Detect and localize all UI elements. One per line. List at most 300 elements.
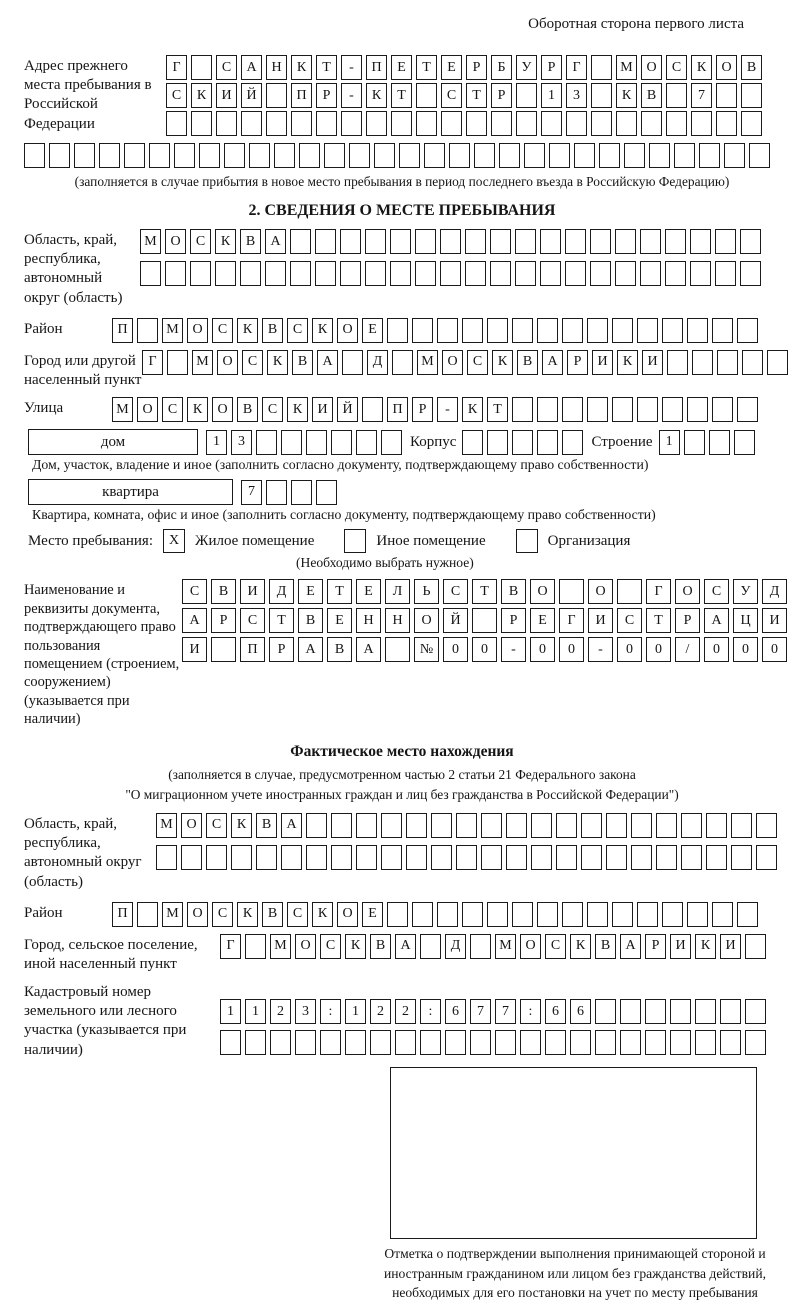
char-box bbox=[512, 902, 533, 927]
char-box: Ь bbox=[414, 579, 439, 604]
char-box: К bbox=[312, 902, 333, 927]
char-box bbox=[399, 143, 420, 168]
char-box: У bbox=[733, 579, 758, 604]
char-box bbox=[211, 637, 236, 662]
char-box: А bbox=[542, 350, 563, 375]
char-box: Р bbox=[645, 934, 666, 959]
char-box: Й bbox=[337, 397, 358, 422]
char-box: Д bbox=[762, 579, 787, 604]
char-box bbox=[674, 143, 695, 168]
char-box: В bbox=[262, 902, 283, 927]
char-box: О bbox=[137, 397, 158, 422]
char-box: Г bbox=[646, 579, 671, 604]
char-box bbox=[274, 143, 295, 168]
char-box: Т bbox=[472, 579, 497, 604]
char-box bbox=[385, 637, 410, 662]
char-row-prev-address-2 bbox=[166, 83, 762, 108]
char-box bbox=[437, 902, 458, 927]
char-box bbox=[362, 397, 383, 422]
char-box: О bbox=[675, 579, 700, 604]
prev-address-label: Адрес прежнего места пребывания в Российской Федерации bbox=[24, 58, 152, 132]
char-box: О bbox=[295, 934, 316, 959]
char-box: М bbox=[156, 813, 177, 838]
char-box: С bbox=[212, 318, 233, 343]
char-box: У bbox=[516, 55, 537, 80]
char-box: Р bbox=[501, 608, 526, 633]
option-zhiloe-label: Жилое помещение bbox=[195, 532, 315, 549]
stamp-caption: Отметка о подтверждении выполнения принимающей стороной и иностранным гражданином или лицом без гражданства действий, необходимых для его постановки на учет по месту пребывания bbox=[384, 1245, 766, 1301]
char-box bbox=[240, 261, 261, 286]
korpus-label: Корпус bbox=[410, 433, 457, 450]
char-box bbox=[699, 143, 720, 168]
char-box: П bbox=[387, 397, 408, 422]
char-box: С bbox=[443, 579, 468, 604]
char-box bbox=[256, 845, 277, 870]
char-box bbox=[690, 229, 711, 254]
char-box bbox=[365, 261, 386, 286]
char-box bbox=[365, 229, 386, 254]
char-box: Т bbox=[487, 397, 508, 422]
char-box: С bbox=[704, 579, 729, 604]
char-box: М bbox=[495, 934, 516, 959]
char-box bbox=[456, 813, 477, 838]
page-side-note: Оборотная сторона первого листа bbox=[528, 16, 744, 32]
char-box: В bbox=[211, 579, 236, 604]
char-box: Р bbox=[567, 350, 588, 375]
doc-field bbox=[24, 579, 780, 729]
char-box: - bbox=[588, 637, 613, 662]
char-box bbox=[570, 1030, 591, 1055]
char-box: 6 bbox=[570, 999, 591, 1024]
char-box bbox=[640, 229, 661, 254]
char-box bbox=[565, 261, 586, 286]
char-box bbox=[241, 111, 262, 136]
char-box bbox=[24, 143, 45, 168]
char-box: Т bbox=[391, 83, 412, 108]
place-type-row bbox=[28, 529, 780, 553]
char-box bbox=[412, 902, 433, 927]
char-box bbox=[174, 143, 195, 168]
char-box bbox=[692, 350, 713, 375]
ulitsa-field bbox=[24, 397, 780, 422]
char-box bbox=[520, 1030, 541, 1055]
section2-title: 2. СВЕДЕНИЯ О МЕСТЕ ПРЕБЫВАНИЯ bbox=[248, 202, 556, 220]
char-box bbox=[290, 261, 311, 286]
char-box bbox=[437, 318, 458, 343]
char-box: 2 bbox=[395, 999, 416, 1024]
char-box bbox=[191, 111, 212, 136]
char-box bbox=[637, 902, 658, 927]
char-box: 7 bbox=[691, 83, 712, 108]
char-box: К bbox=[345, 934, 366, 959]
char-row-oblast-2 bbox=[140, 261, 761, 286]
kvartira-caption: Квартира, комната, офис и иное (заполнить согласно документу, подтверждающему право собственности) bbox=[32, 507, 656, 523]
char-box bbox=[695, 999, 716, 1024]
char-box bbox=[712, 318, 733, 343]
char-box bbox=[616, 111, 637, 136]
char-box: А bbox=[317, 350, 338, 375]
char-box bbox=[665, 261, 686, 286]
char-box: 0 bbox=[762, 637, 787, 662]
char-box: А bbox=[182, 608, 207, 633]
dom-caption: Дом, участок, владение и иное (заполнить согласно документу, подтверждающему право собственности) bbox=[32, 457, 649, 473]
char-box bbox=[465, 261, 486, 286]
stroenie-label: Строение bbox=[591, 433, 653, 450]
char-box bbox=[562, 397, 583, 422]
char-box bbox=[356, 845, 377, 870]
char-box bbox=[416, 83, 437, 108]
char-box: 7 bbox=[241, 480, 262, 505]
char-box bbox=[756, 813, 777, 838]
fact-gorod-label: Город, сельское поселение, иной населенный пункт bbox=[24, 936, 198, 972]
char-box: К bbox=[267, 350, 288, 375]
char-box: 0 bbox=[733, 637, 758, 662]
fact-raion-label: Район bbox=[24, 904, 63, 921]
char-box: Р bbox=[211, 608, 236, 633]
char-box: 0 bbox=[443, 637, 468, 662]
char-box bbox=[441, 111, 462, 136]
char-box bbox=[562, 902, 583, 927]
ulitsa-label: Улица bbox=[24, 400, 64, 417]
char-box bbox=[631, 813, 652, 838]
dom-row bbox=[28, 429, 780, 455]
char-box bbox=[316, 480, 337, 505]
char-box bbox=[512, 397, 533, 422]
char-box bbox=[631, 845, 652, 870]
char-box bbox=[741, 111, 762, 136]
char-row-kvartira bbox=[241, 480, 337, 505]
char-box: К bbox=[462, 397, 483, 422]
char-box bbox=[590, 229, 611, 254]
char-box: О bbox=[181, 813, 202, 838]
char-box bbox=[670, 999, 691, 1024]
char-box bbox=[667, 350, 688, 375]
char-box bbox=[717, 350, 738, 375]
char-box: В bbox=[741, 55, 762, 80]
char-box bbox=[342, 350, 363, 375]
char-box: А bbox=[704, 608, 729, 633]
char-box: А bbox=[620, 934, 641, 959]
char-box bbox=[249, 143, 270, 168]
char-box: Й bbox=[241, 83, 262, 108]
fact-raion-field bbox=[24, 902, 780, 927]
char-box: О bbox=[217, 350, 238, 375]
char-box: А bbox=[265, 229, 286, 254]
char-box bbox=[595, 999, 616, 1024]
char-box: Г bbox=[220, 934, 241, 959]
char-box bbox=[390, 229, 411, 254]
char-box: Г bbox=[166, 55, 187, 80]
char-box bbox=[516, 83, 537, 108]
char-box bbox=[181, 845, 202, 870]
fact-gorod-field bbox=[24, 934, 780, 974]
char-box bbox=[374, 143, 395, 168]
char-box bbox=[445, 1030, 466, 1055]
char-box bbox=[681, 845, 702, 870]
char-box: - bbox=[501, 637, 526, 662]
char-box: И bbox=[670, 934, 691, 959]
char-box: И bbox=[182, 637, 207, 662]
char-box bbox=[640, 261, 661, 286]
char-box: В bbox=[237, 397, 258, 422]
char-box: А bbox=[298, 637, 323, 662]
char-box bbox=[165, 261, 186, 286]
char-box bbox=[666, 83, 687, 108]
char-box bbox=[231, 845, 252, 870]
char-box bbox=[381, 813, 402, 838]
char-box: И bbox=[588, 608, 613, 633]
char-box: Т bbox=[646, 608, 671, 633]
char-box bbox=[324, 143, 345, 168]
char-box bbox=[341, 111, 362, 136]
char-box bbox=[512, 430, 533, 455]
char-box bbox=[315, 229, 336, 254]
char-row-kadastr-1 bbox=[220, 999, 766, 1024]
raion-field bbox=[24, 318, 780, 343]
char-box bbox=[506, 845, 527, 870]
char-box: С bbox=[262, 397, 283, 422]
char-box bbox=[545, 1030, 566, 1055]
char-box: П bbox=[366, 55, 387, 80]
char-box bbox=[306, 845, 327, 870]
char-box bbox=[620, 999, 641, 1024]
char-box bbox=[199, 143, 220, 168]
char-box bbox=[599, 143, 620, 168]
char-box: Н bbox=[385, 608, 410, 633]
char-box bbox=[167, 350, 188, 375]
char-box: В bbox=[327, 637, 352, 662]
char-box: Р bbox=[412, 397, 433, 422]
char-box: 7 bbox=[470, 999, 491, 1024]
char-box: Е bbox=[530, 608, 555, 633]
char-box: О bbox=[337, 318, 358, 343]
char-box bbox=[381, 845, 402, 870]
char-box: Г bbox=[559, 608, 584, 633]
char-box bbox=[559, 579, 584, 604]
char-box bbox=[562, 430, 583, 455]
char-box bbox=[420, 934, 441, 959]
char-row-doc-2 bbox=[182, 608, 787, 633]
char-box bbox=[587, 902, 608, 927]
char-box bbox=[587, 318, 608, 343]
dom-box: дом bbox=[28, 429, 198, 455]
char-box bbox=[412, 318, 433, 343]
char-box bbox=[391, 111, 412, 136]
char-box: К bbox=[237, 318, 258, 343]
fact-caption-line2: "О миграционном учете иностранных граждан и лиц без гражданства в Российской Федерации") bbox=[125, 786, 679, 802]
char-box: 1 bbox=[206, 430, 227, 455]
char-box bbox=[356, 430, 377, 455]
char-box: Д bbox=[269, 579, 294, 604]
char-box bbox=[566, 111, 587, 136]
char-box bbox=[687, 902, 708, 927]
char-box: С bbox=[467, 350, 488, 375]
char-box: : bbox=[320, 999, 341, 1024]
char-box: 3 bbox=[566, 83, 587, 108]
char-box bbox=[720, 999, 741, 1024]
char-box bbox=[490, 261, 511, 286]
char-box: С bbox=[240, 608, 265, 633]
char-box: О bbox=[414, 608, 439, 633]
char-row-fact-gorod bbox=[220, 934, 766, 959]
char-box bbox=[266, 480, 287, 505]
char-box: 0 bbox=[646, 637, 671, 662]
fact-oblast-field bbox=[24, 813, 780, 892]
oblast-label: Область, край, республика, автономный округ (область) bbox=[24, 232, 123, 306]
char-box bbox=[720, 1030, 741, 1055]
char-box bbox=[99, 143, 120, 168]
char-row-oblast-1 bbox=[140, 229, 761, 254]
char-box: Ц bbox=[733, 608, 758, 633]
char-box: Л bbox=[385, 579, 410, 604]
char-box: А bbox=[241, 55, 262, 80]
char-box bbox=[216, 111, 237, 136]
char-box bbox=[315, 261, 336, 286]
char-box bbox=[620, 1030, 641, 1055]
char-box bbox=[406, 813, 427, 838]
char-box: К bbox=[616, 83, 637, 108]
char-box bbox=[290, 229, 311, 254]
char-box: В bbox=[517, 350, 538, 375]
char-box bbox=[695, 1030, 716, 1055]
char-box: Р bbox=[491, 83, 512, 108]
char-box bbox=[291, 480, 312, 505]
char-box: 1 bbox=[245, 999, 266, 1024]
checkbox-organizatsiya bbox=[516, 529, 538, 553]
char-box: В bbox=[595, 934, 616, 959]
char-box: В bbox=[298, 608, 323, 633]
char-box: И bbox=[216, 83, 237, 108]
char-box: С bbox=[216, 55, 237, 80]
char-box bbox=[481, 813, 502, 838]
char-box: К bbox=[231, 813, 252, 838]
char-box bbox=[617, 579, 642, 604]
char-box bbox=[440, 229, 461, 254]
char-box: Н bbox=[266, 55, 287, 80]
char-box bbox=[466, 111, 487, 136]
char-box bbox=[137, 318, 158, 343]
char-box bbox=[415, 261, 436, 286]
char-box bbox=[715, 261, 736, 286]
char-box bbox=[740, 229, 761, 254]
char-box: А bbox=[281, 813, 302, 838]
char-box bbox=[665, 229, 686, 254]
kadastr-label: Кадастровый номер земельного или лесного участка (указывается при наличии) bbox=[24, 984, 187, 1058]
char-box bbox=[745, 934, 766, 959]
gorod-field bbox=[24, 350, 780, 390]
char-row-stroenie bbox=[659, 430, 755, 455]
char-box bbox=[531, 813, 552, 838]
char-box: С bbox=[182, 579, 207, 604]
char-box: - bbox=[437, 397, 458, 422]
char-box: М bbox=[192, 350, 213, 375]
char-box bbox=[487, 318, 508, 343]
char-box: М bbox=[417, 350, 438, 375]
char-box bbox=[395, 1030, 416, 1055]
char-box: К bbox=[312, 318, 333, 343]
char-box bbox=[637, 318, 658, 343]
char-box: К bbox=[695, 934, 716, 959]
char-box bbox=[381, 430, 402, 455]
char-box bbox=[495, 1030, 516, 1055]
char-box bbox=[541, 111, 562, 136]
char-box bbox=[556, 813, 577, 838]
char-box bbox=[256, 430, 277, 455]
char-box bbox=[190, 261, 211, 286]
char-box bbox=[549, 143, 570, 168]
char-row-raion bbox=[112, 318, 758, 343]
char-box bbox=[156, 845, 177, 870]
char-box bbox=[137, 902, 158, 927]
char-box: Т bbox=[327, 579, 352, 604]
char-box: К bbox=[187, 397, 208, 422]
char-box: К bbox=[237, 902, 258, 927]
raion-label: Район bbox=[24, 320, 63, 337]
char-box bbox=[206, 845, 227, 870]
char-box bbox=[524, 143, 545, 168]
char-box bbox=[487, 430, 508, 455]
char-box: К bbox=[191, 83, 212, 108]
char-box bbox=[487, 902, 508, 927]
char-box bbox=[306, 430, 327, 455]
char-box bbox=[49, 143, 70, 168]
char-box bbox=[666, 111, 687, 136]
char-box bbox=[612, 318, 633, 343]
char-box: О bbox=[520, 934, 541, 959]
char-box bbox=[462, 902, 483, 927]
char-box bbox=[731, 845, 752, 870]
char-box bbox=[531, 845, 552, 870]
char-box: С bbox=[166, 83, 187, 108]
char-box bbox=[140, 261, 161, 286]
char-box bbox=[565, 229, 586, 254]
char-box: С bbox=[212, 902, 233, 927]
prev-address-block bbox=[24, 55, 780, 136]
char-box bbox=[595, 1030, 616, 1055]
char-box bbox=[591, 83, 612, 108]
char-box: 0 bbox=[704, 637, 729, 662]
option-inoe-label: Иное помещение bbox=[376, 532, 486, 549]
char-box bbox=[606, 845, 627, 870]
char-box bbox=[406, 845, 427, 870]
kvartira-box: квартира bbox=[28, 479, 233, 505]
char-box: Е bbox=[391, 55, 412, 80]
char-box bbox=[591, 55, 612, 80]
char-box: М bbox=[162, 318, 183, 343]
char-box bbox=[709, 430, 730, 455]
fact-oblast-label: Область, край, республика, автономный округ (область) bbox=[24, 815, 142, 890]
char-box: Р bbox=[541, 55, 562, 80]
char-box bbox=[299, 143, 320, 168]
char-box: О bbox=[165, 229, 186, 254]
char-row-doc-1 bbox=[182, 579, 787, 604]
char-box bbox=[562, 318, 583, 343]
char-box bbox=[74, 143, 95, 168]
char-box bbox=[681, 813, 702, 838]
char-box bbox=[612, 902, 633, 927]
char-box bbox=[266, 83, 287, 108]
char-box bbox=[574, 143, 595, 168]
char-box: Т bbox=[466, 83, 487, 108]
char-box bbox=[481, 845, 502, 870]
char-box bbox=[706, 813, 727, 838]
char-box: 6 bbox=[445, 999, 466, 1024]
char-box bbox=[656, 845, 677, 870]
char-box bbox=[637, 397, 658, 422]
char-box: И bbox=[720, 934, 741, 959]
char-box bbox=[512, 318, 533, 343]
char-box: Б bbox=[491, 55, 512, 80]
